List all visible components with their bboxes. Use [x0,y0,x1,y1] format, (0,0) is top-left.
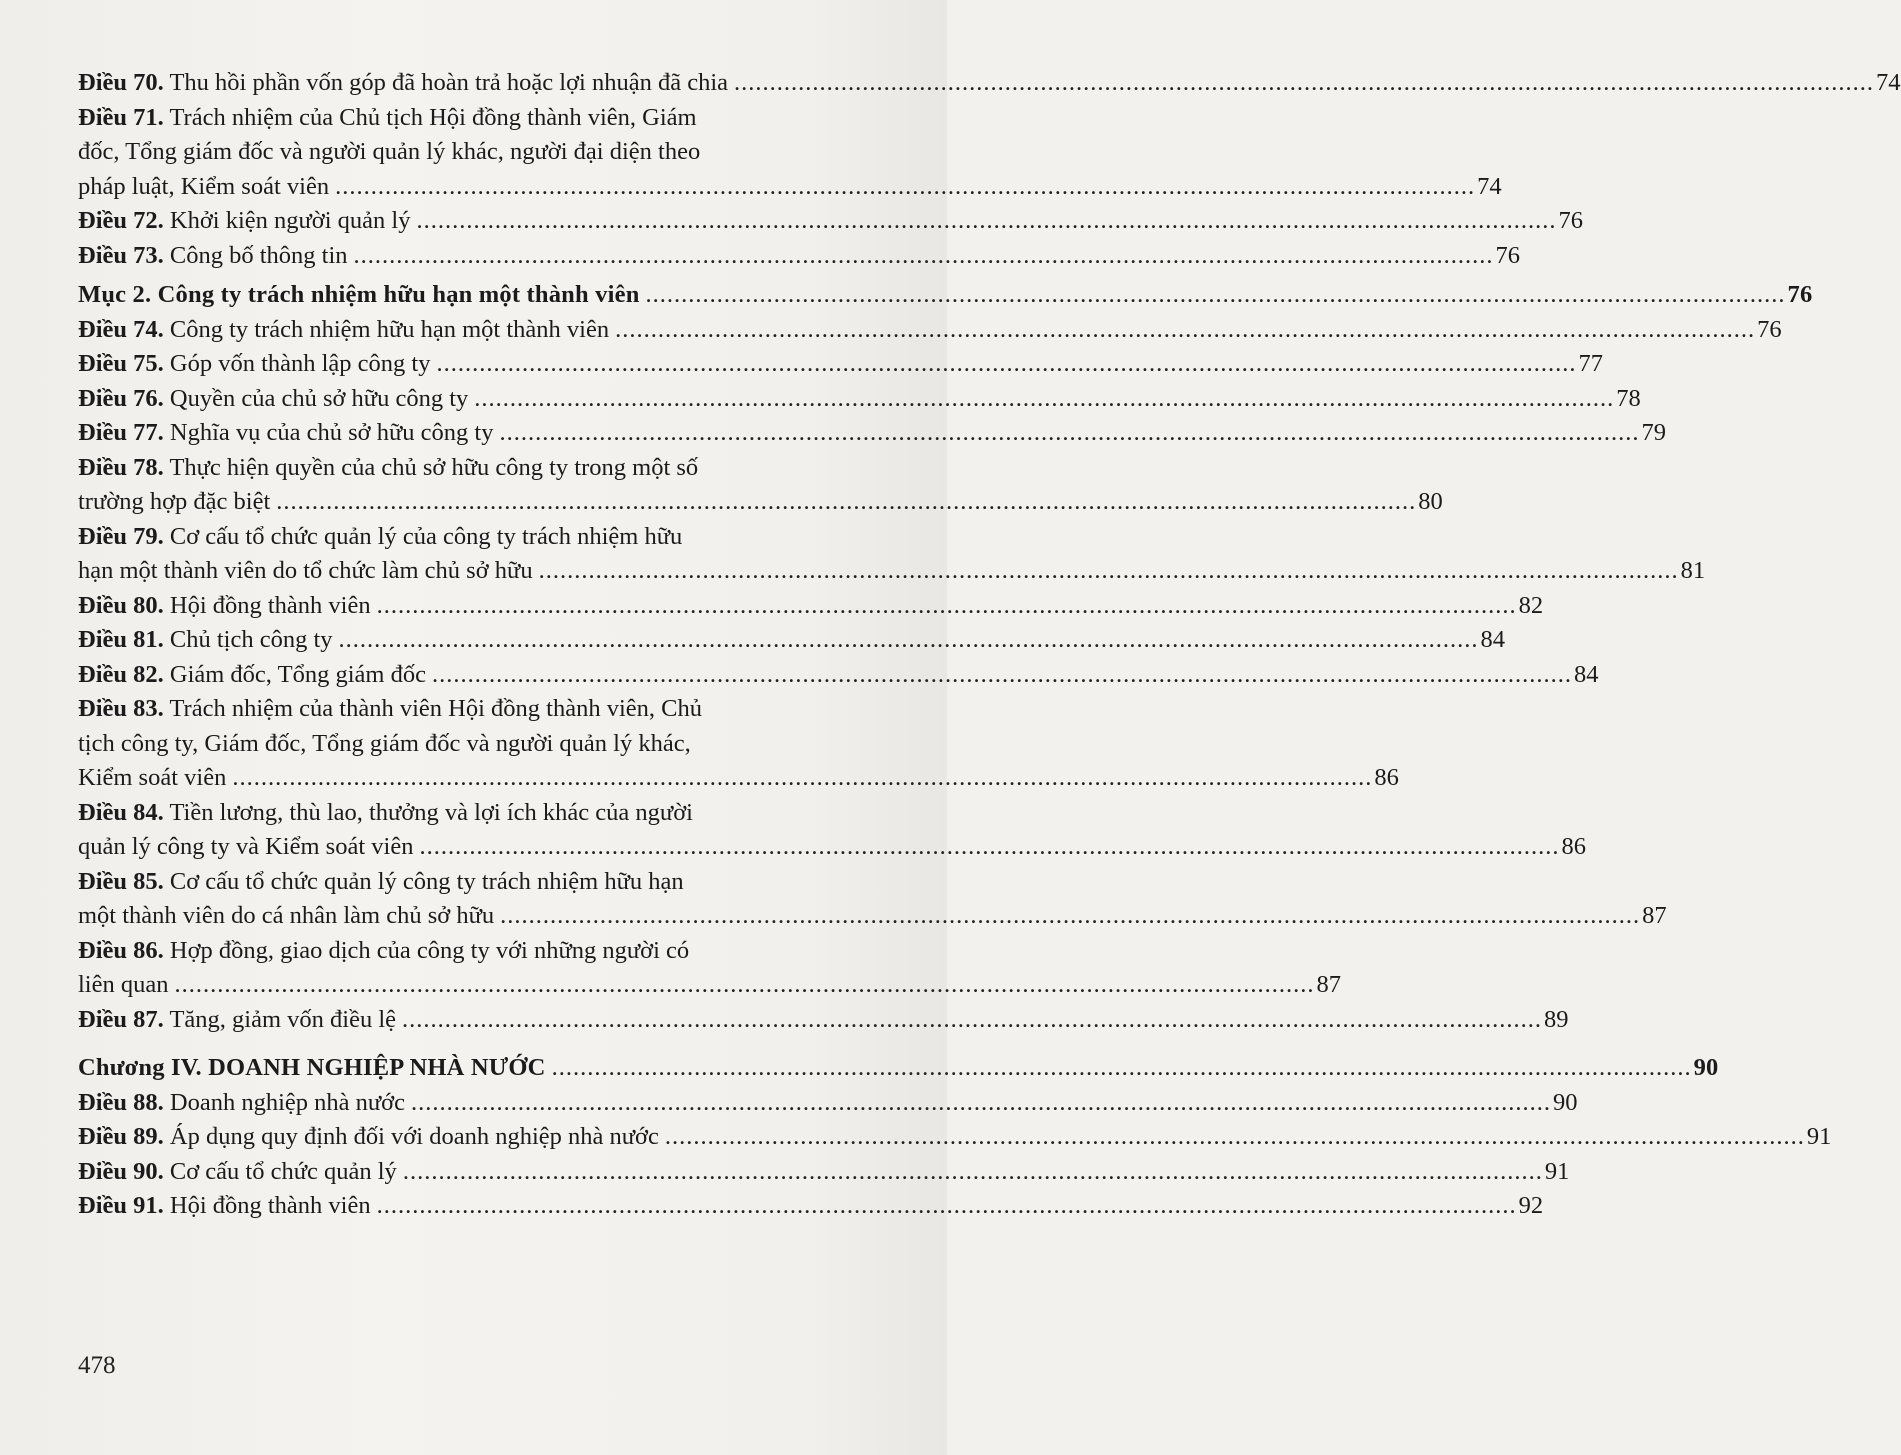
entry-title: Doanh nghiệp nhà nước [169,1088,405,1116]
page-ref: 76 [1787,281,1813,308]
dot-leader: ................................................................................................................................................................ [338,626,1479,653]
entry-label: Điều 74. [78,315,164,343]
entry-title: Cơ cấu tổ chức quản lý [169,1157,397,1185]
entry-title: Chương IV. DOANH NGHIỆP NHÀ NƯỚC [78,1054,546,1081]
entry-title: pháp luật, Kiểm soát viên [78,172,330,200]
toc-entry [78,347,1603,382]
page-ref: 92 [1518,1192,1544,1219]
entry-title: Mục 2. Công ty trách nhiệm hữu hạn một thành viên [78,281,640,308]
toc-entry [78,1155,1570,1190]
dot-leader: ................................................................................................................................................................ [436,350,1577,377]
page-ref: 86 [1374,764,1399,791]
page-ref: 84 [1480,626,1506,653]
entry-title: hạn một thành viên do tổ chức làm chủ sở hữu [78,557,533,584]
toc-entry [78,796,1586,865]
entry-title: Công ty trách nhiệm hữu hạn một thành viên [169,315,610,343]
page-ref: 79 [1641,419,1666,446]
entry-title: một thành viên do cá nhân làm chủ sở hữu [78,902,495,929]
entry-title: Quyền của chủ sở hữu công ty [169,384,469,412]
dot-leader: ................................................................................................................................................................ [474,384,1615,412]
dot-leader: ................................................................................................................................................................ [276,488,1417,515]
entry-title: Góp vốn thành lập công ty [169,350,431,377]
entry-label: Điều 88. [78,1088,164,1116]
page-ref: 76 [1558,207,1583,234]
page-ref: 84 [1573,660,1599,688]
dot-leader: ................................................................................................................................................................ [232,764,1373,791]
page-ref: 89 [1544,1005,1569,1033]
toc-entry [78,101,1502,205]
toc-entry [78,865,1667,934]
entry-label: Điều 81. [78,626,164,653]
toc-entry [78,1086,1578,1121]
entry-title-line: Thực hiện quyền của chủ sở hữu công ty trong một số [169,453,699,481]
entry-title-line: đốc, Tổng giám đốc và người quản lý khác, người đại diện theo [78,138,701,165]
entry-label: Điều 70. [78,69,164,96]
toc-entry [78,1003,1569,1038]
dot-leader: ................................................................................................................................................................ [174,971,1315,998]
section-heading [78,278,1813,313]
dot-leader: ................................................................................................................................................................ [419,833,1560,860]
dot-leader: ................................................................................................................................................................ [402,1005,1543,1033]
entry-label: Điều 91. [78,1192,164,1219]
page-ref: 74 [1477,172,1502,200]
entry-title-line: tịch công ty, Giám đốc, Tổng giám đốc và người quản lý khác, [78,729,691,757]
entry-title: Chủ tịch công ty [169,626,333,653]
toc-entry [78,451,1443,520]
page-ref: 74 [1876,69,1901,96]
toc-entry [78,416,1666,451]
chapter-heading [78,1051,1719,1086]
entry-title: liên quan [78,971,169,998]
page-ref: 78 [1616,384,1641,412]
dot-leader: ................................................................................................................................................................ [615,315,1756,343]
entry-title: Thu hồi phần vốn góp đã hoàn trả hoặc lợi nhuận đã chia [169,69,729,96]
table-of-contents [78,66,1901,1224]
page-ref: 90 [1552,1088,1578,1116]
entry-label: Điều 75. [78,350,164,377]
dot-leader: ................................................................................................................................................................ [335,172,1476,200]
page-number: 478 [78,1352,116,1379]
toc-entry [78,934,1341,1003]
toc-entry [78,313,1782,348]
toc-entry [78,204,1583,239]
dot-leader: ................................................................................................................................................................ [551,1054,1692,1081]
entry-title: Khởi kiện người quản lý [169,207,411,234]
page-ref: 87 [1642,902,1667,929]
entry-title-line: Trách nhiệm của thành viên Hội đồng thành viên, Chủ [169,695,703,722]
page-ref: 86 [1561,833,1586,860]
entry-title: Giám đốc, Tổng giám đốc [169,660,426,688]
entry-title: Áp dụng quy định đối với doanh nghiệp nhà nước [169,1123,659,1150]
page-ref: 76 [1757,315,1782,343]
entry-label: Điều 78. [78,453,164,481]
entry-label: Điều 72. [78,207,164,234]
dot-leader: ................................................................................................................................................................ [500,902,1641,929]
dot-leader: ................................................................................................................................................................ [431,660,1572,688]
entry-label: Điều 73. [78,241,164,269]
toc-entry [78,658,1599,693]
entry-title: trường hợp đặc biệt [78,488,271,515]
entry-title: quản lý công ty và Kiểm soát viên [78,833,414,860]
entry-title-line: Trách nhiệm của Chủ tịch Hội đồng thành viên, Giám [169,103,697,131]
entry-label: Điều 76. [78,384,164,412]
page-ref: 76 [1495,241,1521,269]
page-ref: 80 [1418,488,1443,515]
toc-entry [78,1120,1832,1155]
dot-leader: ................................................................................................................................................................ [376,591,1517,619]
toc-entry [78,1189,1544,1224]
toc-entry [78,382,1641,417]
entry-label: Điều 87. [78,1005,164,1033]
entry-title: Công bố thông tin [169,241,348,269]
entry-label: Điều 86. [78,936,164,964]
entry-label: Điều 80. [78,591,164,619]
page-ref: 82 [1518,591,1544,619]
entry-label: Điều 85. [78,867,164,895]
entry-label: Điều 90. [78,1157,164,1185]
entry-label: Điều 79. [78,522,164,550]
dot-leader: ................................................................................................................................................................ [353,241,1494,269]
entry-title: Kiểm soát viên [78,764,227,791]
dot-leader: ................................................................................................................................................................ [402,1157,1543,1185]
page-ref: 91 [1806,1123,1832,1150]
dot-leader: ................................................................................................................................................................ [410,1088,1551,1116]
entry-label: Điều 83. [78,695,164,722]
toc-entry [78,239,1521,274]
page-ref: 87 [1316,971,1341,998]
page-ref: 91 [1544,1157,1570,1185]
dot-leader: ................................................................................................................................................................ [538,557,1679,584]
dot-leader: ................................................................................................................................................................ [645,281,1786,308]
toc-entry [78,623,1506,658]
entry-label: Điều 77. [78,419,164,446]
entry-title-line: Cơ cấu tổ chức quản lý của công ty trách nhiệm hữu [169,522,683,550]
entry-title: Tăng, giảm vốn điều lệ [169,1005,397,1033]
page-ref: 77 [1578,350,1603,377]
toc-entry [78,589,1544,624]
entry-label: Điều 84. [78,798,164,826]
entry-label: Điều 89. [78,1123,164,1150]
dot-leader: ................................................................................................................................................................ [734,69,1875,96]
dot-leader: ................................................................................................................................................................ [376,1192,1517,1219]
entry-title: Hội đồng thành viên [169,591,371,619]
entry-title: Hội đồng thành viên [169,1192,371,1219]
dot-leader: ................................................................................................................................................................ [499,419,1640,446]
entry-title-line: Cơ cấu tổ chức quản lý công ty trách nhiệm hữu hạn [169,867,684,895]
toc-entry [78,66,1901,101]
entry-title-line: Tiền lương, thù lao, thưởng và lợi ích khác của người [169,798,693,826]
toc-entry [78,692,1399,796]
page-ref: 90 [1693,1054,1719,1081]
entry-title: Nghĩa vụ của chủ sở hữu công ty [169,419,494,446]
entry-label: Điều 82. [78,660,164,688]
entry-label: Điều 71. [78,103,164,131]
dot-leader: ................................................................................................................................................................ [664,1123,1805,1150]
page-ref: 81 [1680,557,1706,584]
entry-title-line: Hợp đồng, giao dịch của công ty với những người có [169,936,690,964]
toc-entry [78,520,1706,589]
dot-leader: ................................................................................................................................................................ [416,207,1557,234]
